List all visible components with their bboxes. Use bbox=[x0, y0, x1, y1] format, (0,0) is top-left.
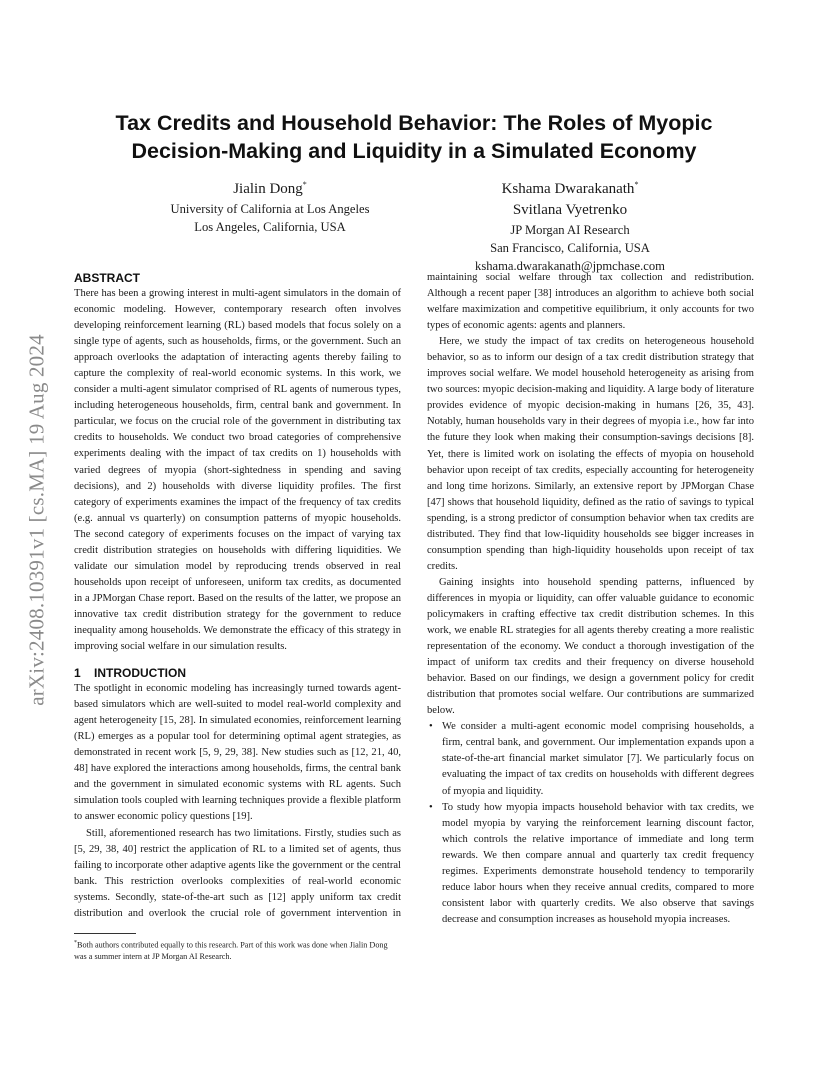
intro-paragraph-3: Here, we study the impact of tax credits on heterogeneous household behavior, so as to inform our design of a tax credit distribution strategy that improves social welfare. We model household heterogeneity as arising from two sources: myopic decision-making and liquidity. A large body of literature provides evidence of myopic decision-making in humans [26, 35, 43]. Notably, human households vary in their degrees of myopia i.e., how far into the future they look when making their consumption-savings decisions [8]. Yet, there is limited work on isolating the effects of myopia on household behavior upon receipt of tax credits, especially accounting for heterogeneity and long time horizons. Similarly, an extensive report by JPMorgan Chase [47] shows that household liquidity, defined as the ratio of savings to typical spending, is a strong predictor of consumption behavior when tax credits are distributed. They find that low-liquidity households see bigger increases in consumption spending than high-liquidity households upon receipt of tax credits. bbox=[427, 336, 754, 572]
arxiv-sidebar bbox=[24, 270, 50, 770]
abstract-heading: ABSTRACT bbox=[74, 271, 140, 285]
intro-paragraph-1: The spotlight in economic modeling has increasingly turned towards agent-based simulators which are well-suited to model real-world complexity and agent heterogeneity [15, 28]. In simulated economies, reinforcement learning (RL) emerges as a popular tool for determining optimal agent strategies, as demonstrated in recent work [5, 9, 29, 38]. New studies such as [12, 21, 40, 48] have explored the interactions among households, firms, the central bank and the government in simulated economic systems with RL agents. Such simulation tools coupled with learning techniques provide a flexible platform to answer economic policy questions [19]. bbox=[74, 683, 401, 823]
arxiv-identifier: arXiv:2408.10391v1 [cs.MA] 19 Aug 2024 bbox=[24, 334, 49, 706]
right-column bbox=[427, 270, 754, 928]
intro-paragraph-2-continued: maintaining social welfare through tax collection and redistribution. Although a recent paper [38] introduces an algorithm to achieve both social welfare maximization and competitive equilibrium, it only accounts for two types of economic agents: agents and planners. bbox=[427, 272, 754, 332]
author-location: Los Angeles, California, USA bbox=[194, 220, 346, 234]
list-item: • We consider a multi-agent economic model comprising households, a firm, central bank, and government. Our implementation expands upon a state-of-the-art financial market simulator [7]. We particularly focus on evaluating the impact of tax credits on households with different degrees of myopia and liquidity. bbox=[429, 721, 754, 797]
bullet-glyph: • bbox=[429, 721, 433, 733]
author-name: Jialin Dong* bbox=[233, 180, 307, 197]
author-name-2: Svitlana Vyetrenko bbox=[512, 202, 628, 218]
paper-title bbox=[60, 109, 768, 165]
left-column bbox=[74, 270, 401, 922]
contributions-list bbox=[427, 719, 754, 928]
bullet-glyph: • bbox=[429, 801, 433, 813]
title-line-1: Tax Credits and Household Behavior: The Roles of Myopic bbox=[115, 111, 713, 135]
author-email: kshama.dwarakanath@jpmchase.com bbox=[475, 259, 665, 273]
footnote-mark: * bbox=[74, 940, 77, 946]
author-mark: * bbox=[634, 180, 639, 189]
section-number: 1 bbox=[74, 666, 81, 681]
author-block-left bbox=[120, 174, 420, 236]
author-block-right bbox=[430, 174, 710, 275]
author-location: San Francisco, California, USA bbox=[490, 241, 650, 255]
abstract-text: There has been a growing interest in multi-agent simulators in the domain of economic modeling. However, contemporary research often involves developing reinforcement learning (RL) based models that focus solely on a single type of agents, such as households, firms, or the government. Such an approach overlooks the adaptation of interacting agents thereby failing to capture the complexity of real-world economic systems. In this work, we consider a multi-agent simulator comprised of RL agents of numerous types, including heterogeneous households, firm, central bank and government. In particular, we focus on the crucial role of the government in distributing tax credits to households. We conduct two broad categories of comprehensive experiments dealing with the impact of tax credits on 1) households with varied degrees of myopia (short-sightedness in spending and saving decisions), and 2) households with diverse liquidity profiles. The first category of experiments examines the impact of the frequency of tax credits (e.g. annual vs quarterly) on consumption patterns of myopic households. The second category of experiments focuses on the impact of varying tax credit distribution strategies on households with differing liquidities. We validate our simulation model by reproducing trends observed in real households upon receipt of unforeseen, uniform tax credits, as documented in a JPMorgan Chase report. Based on the results of the latter, we propose an innovative tax credit distribution strategy for the government to reduce inequality among households. We demonstrate the efficacy of this strategy in improving social welfare in our simulation results. bbox=[74, 288, 401, 653]
author-affiliation: JP Morgan AI Research bbox=[510, 223, 630, 237]
footnote-rule bbox=[74, 933, 136, 934]
footnote bbox=[74, 938, 401, 962]
list-item: • To study how myopia impacts household behavior with tax credits, we model myopia by varying the reinforcement learning discount factor, which controls the relative importance of immediate and long term rewards. We then compare annual and quarterly tax credit frequency regimes. Experiments demonstrate household tendency to temporarily reduce labor hours when they receive annual credits, compared to more consistent labor with quarterly credits. We also observe that savings decrease and consumption increases as household myopia increases. bbox=[429, 801, 754, 925]
footnote-text: Both authors contributed equally to this research. Part of this work was done when Jialin Dong was a summer intern at JP Morgan AI Research. bbox=[74, 940, 388, 961]
intro-paragraph-2: Still, aforementioned research has two limitations. Firstly, studies such as [5, 29, 38, 40] restrict the application of RL to a limited set of agents, thus failing to incorporate other adaptive agents like the government or the central bank. This restriction overlooks complexities of real-world economic systems. Secondly, state-of-the-art such as [12] apply uniform tax credit distribution and overlook the crucial role of government intervention in bbox=[74, 827, 401, 919]
author-mark: * bbox=[302, 180, 307, 189]
author-affiliation: University of California at Los Angeles bbox=[170, 202, 370, 216]
title-line-2: Decision-Making and Liquidity in a Simulated Economy bbox=[131, 139, 697, 163]
section-title: INTRODUCTION bbox=[94, 666, 186, 681]
section-heading-introduction bbox=[74, 665, 401, 681]
author-name: Kshama Dwarakanath* bbox=[501, 180, 639, 197]
intro-paragraph-4: Gaining insights into household spending patterns, influenced by differences in myopia or liquidity, can offer valuable guidance to economic policymakers in crafting effective tax credit distribution schemes. In this work, we enable RL strategies for all agents thereby creating a more realistic representation of the economy. We conduct a thorough investigation of the impact of uniform tax credits and their frequency on diverse household behavior. Based on our findings, we design a government policy for credit distribution that promotes social welfare. Our contributions are summarized below. bbox=[427, 576, 754, 717]
